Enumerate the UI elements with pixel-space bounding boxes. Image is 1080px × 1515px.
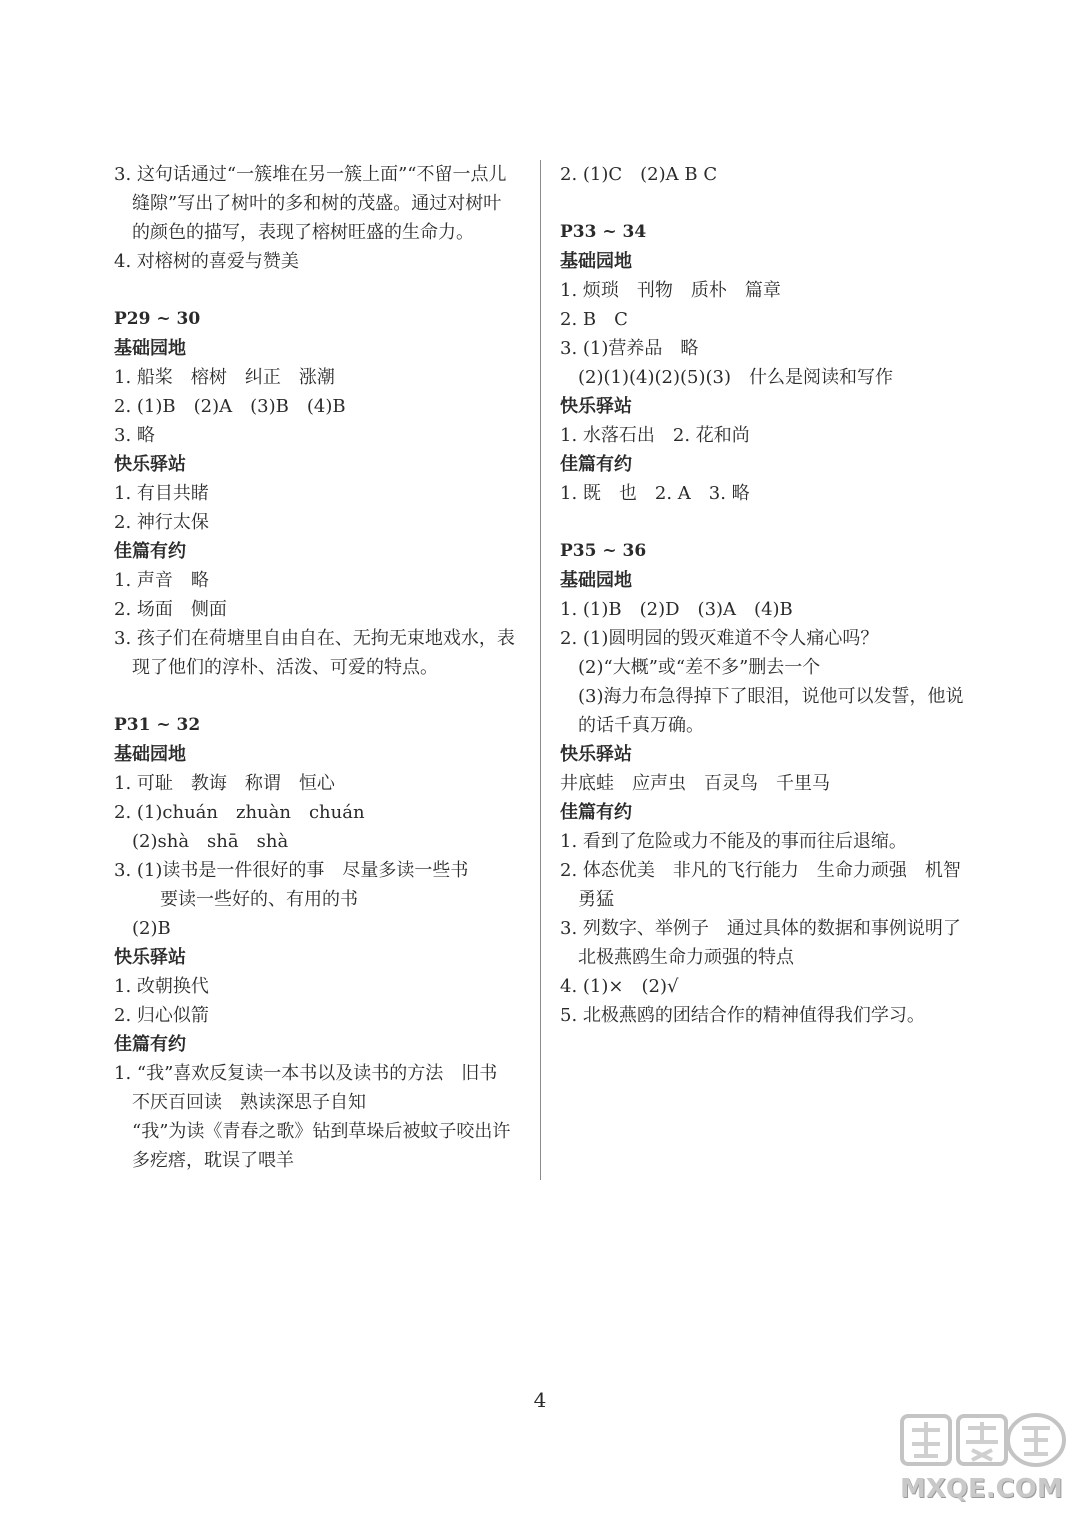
page-number: 4 [533, 1388, 547, 1412]
answer-line: (2)B [132, 918, 171, 939]
answer-line: (2)shà shā shà [132, 831, 289, 852]
spacer [560, 189, 980, 218]
answer-line: 2. B C [560, 309, 628, 330]
answer-line: 2. 归心似箭 [114, 1005, 209, 1026]
answer-line: 4. 对榕树的喜爱与赞美 [114, 251, 299, 272]
section-subheading: 基础园地 [114, 744, 186, 765]
answer-line: 现了他们的淳朴、活泼、可爱的特点。 [132, 657, 438, 678]
spacer [114, 682, 524, 711]
answer-line: 1. 烦琐 刊物 质朴 篇章 [560, 280, 781, 301]
section-subheading: 基础园地 [114, 338, 186, 359]
answer-line: (2)“大概”或“差不多”删去一个 [578, 657, 821, 678]
section-page-range: P29 ~ 30 [114, 309, 201, 329]
answer-line: 勇猛 [578, 889, 614, 910]
watermark-url: MXQE.COM [900, 1474, 1063, 1504]
answer-line: 1. 声音 略 [114, 570, 209, 591]
answer-line: (2)(1)(4)(2)(5)(3) 什么是阅读和写作 [578, 367, 893, 388]
answer-line: 不厌百回读 熟读深思子自知 [132, 1092, 366, 1113]
answer-line: 1. 改朝换代 [114, 976, 209, 997]
answer-line: 3. 列数字、举例子 通过具体的数据和事例说明了 [560, 918, 961, 939]
answer-line: 的话千真万确。 [578, 715, 704, 736]
section-page-range: P35 ~ 36 [560, 541, 647, 561]
answer-line: 1. 水落石出 2. 花和尚 [560, 425, 750, 446]
section-subheading: 快乐驿站 [114, 454, 186, 475]
section-subheading: 佳篇有约 [114, 1034, 186, 1055]
answer-line: 1. “我”喜欢反复读一本书以及读书的方法 旧书 [114, 1063, 498, 1084]
answer-line: 1. 既 也 2. A 3. 略 [560, 483, 750, 504]
answer-line: 5. 北极燕鸥的团结合作的精神值得我们学习。 [560, 1005, 925, 1026]
answer-line: 3. 略 [114, 425, 155, 446]
answer-line: 井底蛙 应声虫 百灵鸟 千里马 [560, 773, 830, 794]
answer-line: 多疙瘩，耽误了喂羊 [132, 1150, 294, 1171]
section-subheading: 快乐驿站 [560, 396, 632, 417]
answer-line: 3. (1)读书是一件很好的事 尽量多读一些书 [114, 860, 469, 881]
answer-line: “我”为读《青春之歌》钻到草垛后被蚊子咬出许 [132, 1121, 511, 1142]
column-divider [540, 160, 541, 1180]
answer-line: 2. 神行太保 [114, 512, 209, 533]
answer-line: (3)海力布急得掉下了眼泪，说他可以发誓，他说 [578, 686, 964, 707]
section-subheading: 佳篇有约 [560, 802, 632, 823]
section-subheading: 基础园地 [560, 570, 632, 591]
answer-line: 3. 孩子们在荷塘里自由自在、无拘无束地戏水，表 [114, 628, 515, 649]
answer-line: 要读一些好的、有用的书 [160, 889, 358, 910]
answer-line: 的颜色的描写，表现了榕树旺盛的生命力。 [132, 222, 474, 243]
answer-line: 2. (1)chuán zhuàn chuán [114, 802, 365, 823]
answer-line: 1. 看到了危险或力不能及的事而往后退缩。 [560, 831, 907, 852]
section-subheading: 佳篇有约 [560, 454, 632, 475]
answer-line: 1. (1)B (2)D (3)A (4)B [560, 599, 793, 620]
answer-line: 1. 可耻 教诲 称谓 恒心 [114, 773, 335, 794]
section-page-range: P33 ~ 34 [560, 222, 647, 242]
section-subheading: 基础园地 [560, 251, 632, 272]
answer-line: 3. (1)营养品 略 [560, 338, 699, 359]
answer-line: 1. 船桨 榕树 纠正 涨潮 [114, 367, 335, 388]
answer-line: 1. 有目共睹 [114, 483, 209, 504]
section-page-range: P31 ~ 32 [114, 715, 201, 735]
answer-line: 2. (1)圆明园的毁灭难道不令人痛心吗？ [560, 628, 879, 649]
watermark [900, 1412, 1070, 1508]
spacer [560, 508, 980, 537]
answer-line: 2. (1)B (2)A (3)B (4)B [114, 396, 346, 417]
right-column [560, 160, 980, 1030]
answer-line: 2. (1)C (2)A B C [560, 164, 718, 185]
spacer [114, 276, 524, 305]
section-subheading: 佳篇有约 [114, 541, 186, 562]
section-subheading: 快乐驿站 [560, 744, 632, 765]
watermark-seal [900, 1412, 1068, 1470]
section-subheading: 快乐驿站 [114, 947, 186, 968]
answer-line: 缝隙”写出了树叶的多和树的茂盛。通过对树叶 [132, 193, 502, 214]
answer-line: 2. 体态优美 非凡的飞行能力 生命力顽强 机智 [560, 860, 961, 881]
answer-line: 北极燕鸥生命力顽强的特点 [578, 947, 794, 968]
left-column [114, 160, 524, 1175]
answer-line: 4. (1)× (2)√ [560, 976, 679, 997]
answer-line: 3. 这句话通过“一簇堆在另一簇上面”“不留一点儿 [114, 164, 507, 185]
answer-line: 2. 场面 侧面 [114, 599, 227, 620]
